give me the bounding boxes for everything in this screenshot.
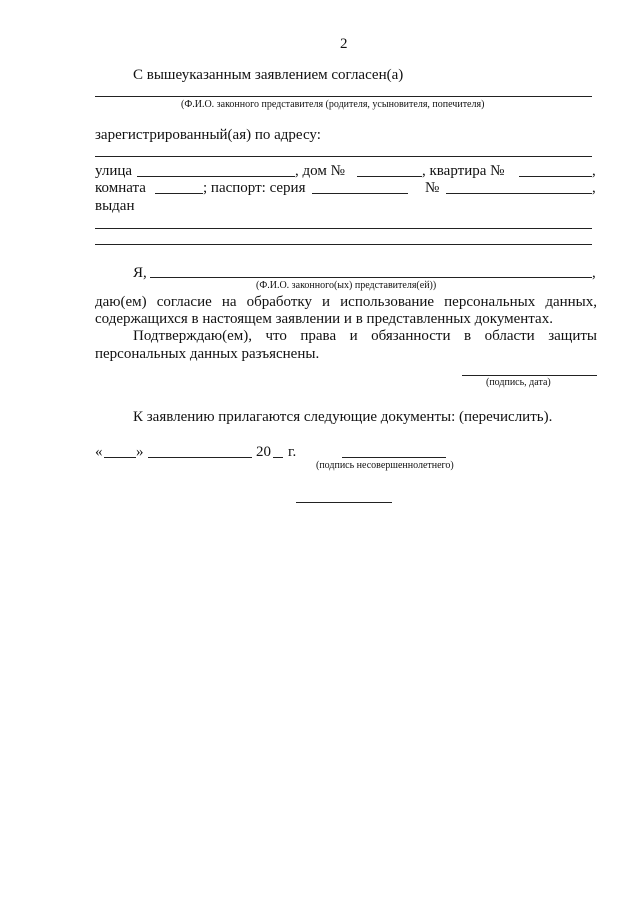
street-field[interactable] bbox=[137, 176, 295, 177]
guardian-name-field[interactable] bbox=[95, 96, 592, 97]
consent-heading: С вышеуказанным заявлением согласен(а) bbox=[133, 67, 404, 83]
representatives-name-field[interactable] bbox=[150, 277, 592, 278]
registered-label: зарегистрированный(ая) по адресу: bbox=[95, 127, 321, 143]
day-field[interactable] bbox=[104, 457, 136, 458]
issued-label: выдан bbox=[95, 198, 135, 214]
year-prefix: 20 bbox=[256, 444, 271, 460]
address-field-line[interactable] bbox=[95, 156, 592, 157]
attachments-line: К заявлению прилагаются следующие документы: (перечислить). bbox=[133, 409, 553, 425]
consent-text-line-1: даю(ем) согласие на обработку и использование персональных данных, bbox=[95, 294, 597, 310]
year-suffix: г. bbox=[288, 444, 297, 460]
passport-row-comma: , bbox=[592, 180, 596, 196]
month-field[interactable] bbox=[148, 457, 252, 458]
representatives-caption: (Ф.И.О. законного(ых) представителя(ей)) bbox=[256, 280, 437, 291]
i-label: Я, bbox=[133, 265, 147, 281]
signature-date-field[interactable] bbox=[462, 375, 597, 376]
signature-date-caption: (подпись, дата) bbox=[486, 377, 551, 388]
issued-field-line-1[interactable] bbox=[95, 228, 592, 229]
closing-divider bbox=[296, 502, 392, 503]
passport-number-label: № bbox=[425, 180, 440, 196]
house-field[interactable] bbox=[357, 176, 422, 177]
house-label: , дом № bbox=[295, 163, 345, 179]
minor-signature-caption: (подпись несовершеннолетнего) bbox=[316, 460, 454, 471]
passport-number-field[interactable] bbox=[446, 193, 592, 194]
passport-series-label: ; паспорт: серия bbox=[203, 180, 306, 196]
apartment-field[interactable] bbox=[519, 176, 592, 177]
issued-field-line-2[interactable] bbox=[95, 244, 592, 245]
street-row-comma: , bbox=[592, 163, 596, 179]
representatives-comma: , bbox=[592, 265, 596, 281]
page-number: 2 bbox=[340, 36, 348, 52]
street-label: улица bbox=[95, 163, 133, 179]
room-field[interactable] bbox=[155, 193, 203, 194]
confirm-text-line-1: Подтверждаю(ем), что права и обязанности в области защиты bbox=[133, 328, 597, 344]
date-close-quote: » bbox=[136, 444, 144, 460]
passport-series-field[interactable] bbox=[312, 193, 408, 194]
consent-text-line-2: содержащихся в настоящем заявлении и в представленных документах. bbox=[95, 311, 553, 327]
apartment-label: , квартира № bbox=[422, 163, 505, 179]
date-open-quote: « bbox=[95, 444, 103, 460]
guardian-caption: (Ф.И.О. законного представителя (родителя, усыновителя, попечителя) bbox=[181, 99, 485, 110]
minor-signature-field[interactable] bbox=[342, 457, 446, 458]
confirm-text-line-2: персональных данных разъяснены. bbox=[95, 346, 320, 362]
year-field[interactable] bbox=[273, 457, 283, 458]
room-label: комната bbox=[95, 180, 146, 196]
